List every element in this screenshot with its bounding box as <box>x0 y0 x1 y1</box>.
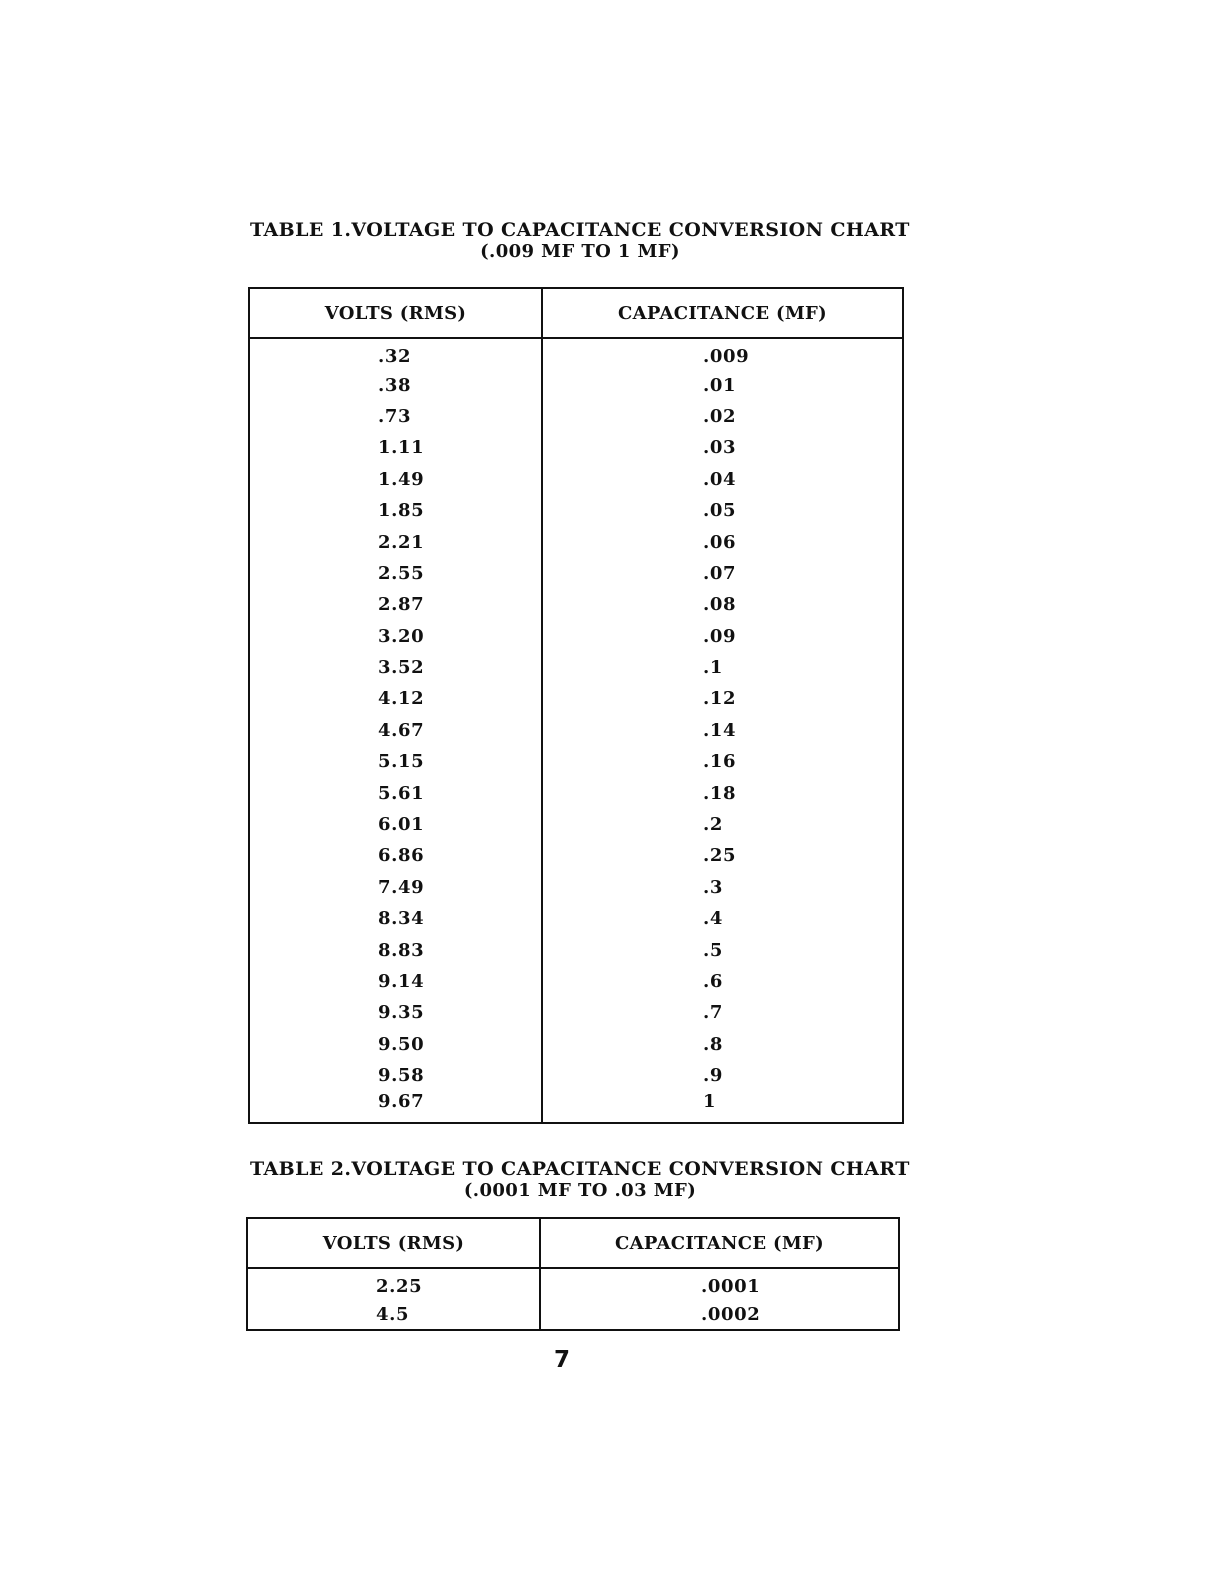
table-row <box>249 683 903 714</box>
table-row <box>249 934 903 965</box>
volts-cell: 5.15 <box>249 746 542 777</box>
table-row <box>249 966 903 997</box>
table-row <box>249 558 903 589</box>
table-row <box>249 1029 903 1060</box>
table2-body <box>247 1268 899 1330</box>
capacitance-cell: .09 <box>703 625 737 647</box>
capacitance-cell: .25 <box>703 845 737 867</box>
table2-subtitle: (.0001 MF TO .03 MF) <box>463 1180 697 1201</box>
capacitance-cell: .5 <box>703 939 723 961</box>
table-row <box>249 746 903 777</box>
table2-title: VOLTAGE TO CAPACITANCE CONVERSION CHART <box>351 1158 910 1180</box>
table2-capacitance-header: CAPACITANCE (MF) <box>540 1218 899 1268</box>
table-row <box>249 1091 903 1123</box>
volts-cell: 6.01 <box>249 809 542 840</box>
capacitance-cell: .16 <box>703 751 737 773</box>
volts-cell: 8.83 <box>249 934 542 965</box>
table-row <box>249 1060 903 1091</box>
volts-cell: .73 <box>249 401 542 432</box>
capacitance-cell: .8 <box>703 1033 723 1055</box>
capacitance-cell: .03 <box>703 437 737 459</box>
volts-cell: .38 <box>249 369 542 400</box>
volts-cell: 4.12 <box>249 683 542 714</box>
capacitance-cell: .2 <box>703 814 723 836</box>
volts-cell: 9.50 <box>249 1029 542 1060</box>
table-row <box>249 840 903 871</box>
table1-capacitance-header: CAPACITANCE (MF) <box>542 288 903 338</box>
capacitance-cell: .14 <box>703 719 737 741</box>
capacitance-cell: .02 <box>703 405 737 427</box>
capacitance-cell: .3 <box>703 876 723 898</box>
capacitance-cell: .1 <box>703 657 723 679</box>
volts-cell: 9.35 <box>249 997 542 1028</box>
table1-title: VOLTAGE TO CAPACITANCE CONVERSION CHART <box>351 219 910 241</box>
volts-cell: 8.34 <box>249 903 542 934</box>
table-row <box>247 1299 899 1330</box>
volts-cell: 5.61 <box>249 777 542 808</box>
table1-header-row <box>249 288 903 338</box>
capacitance-cell: .05 <box>703 500 737 522</box>
table-row <box>249 526 903 557</box>
volts-cell: 1.49 <box>249 464 542 495</box>
table2 <box>246 1217 900 1331</box>
capacitance-cell: .0002 <box>701 1303 761 1325</box>
volts-cell: 2.21 <box>249 526 542 557</box>
volts-cell: 4.67 <box>249 715 542 746</box>
capacitance-cell: .07 <box>703 562 737 584</box>
table1-body <box>249 338 903 1123</box>
volts-cell: 9.58 <box>249 1060 542 1091</box>
volts-cell: 3.20 <box>249 621 542 652</box>
table1-caption <box>250 219 910 262</box>
volts-cell: 1.85 <box>249 495 542 526</box>
volts-cell: 1.11 <box>249 432 542 463</box>
capacitance-cell: .7 <box>703 1002 723 1024</box>
capacitance-cell: .4 <box>703 908 723 930</box>
page-number: 7 <box>553 1347 570 1373</box>
capacitance-cell: .08 <box>703 594 737 616</box>
capacitance-cell: .6 <box>703 971 723 992</box>
table1-label: TABLE 1. <box>250 219 352 241</box>
table-row <box>247 1268 899 1299</box>
table-row <box>249 715 903 746</box>
table1-subtitle: (.009 MF TO 1 MF) <box>480 241 680 262</box>
table-row <box>249 652 903 683</box>
volts-cell: 3.52 <box>249 652 542 683</box>
capacitance-cell: .009 <box>703 345 750 367</box>
capacitance-cell: 1 <box>703 1091 717 1113</box>
capacitance-cell: .0001 <box>701 1275 761 1297</box>
table2-caption <box>250 1158 910 1201</box>
table-row <box>249 401 903 432</box>
volts-cell: 2.55 <box>249 558 542 589</box>
table-row <box>249 903 903 934</box>
volts-cell: 2.87 <box>249 589 542 620</box>
volts-cell: 9.14 <box>249 966 542 997</box>
capacitance-cell: .01 <box>703 374 737 396</box>
volts-cell: 7.49 <box>249 872 542 903</box>
capacitance-cell: .06 <box>703 531 737 553</box>
capacitance-cell: .9 <box>703 1065 723 1087</box>
table-row <box>249 872 903 903</box>
table-row <box>249 338 903 369</box>
table1-volts-header: VOLTS (RMS) <box>249 288 542 338</box>
table-row <box>249 589 903 620</box>
table1 <box>248 287 904 1124</box>
table-row <box>249 432 903 463</box>
table-row <box>249 464 903 495</box>
capacitance-cell: .04 <box>703 468 737 490</box>
table2-label: TABLE 2. <box>250 1158 352 1180</box>
table-row <box>249 809 903 840</box>
table-row <box>249 997 903 1028</box>
volts-cell: .32 <box>249 338 542 369</box>
table-row <box>249 495 903 526</box>
table-row <box>249 621 903 652</box>
volts-cell: 9.67 <box>249 1091 542 1123</box>
volts-cell: 2.25 <box>247 1268 540 1299</box>
table-row <box>249 369 903 400</box>
table2-volts-header: VOLTS (RMS) <box>247 1218 540 1268</box>
volts-cell: 4.5 <box>247 1299 540 1330</box>
volts-cell: 6.86 <box>249 840 542 871</box>
capacitance-cell: .12 <box>703 688 737 710</box>
table2-header-row <box>247 1218 899 1268</box>
capacitance-cell: .18 <box>703 782 737 804</box>
table-row <box>249 777 903 808</box>
